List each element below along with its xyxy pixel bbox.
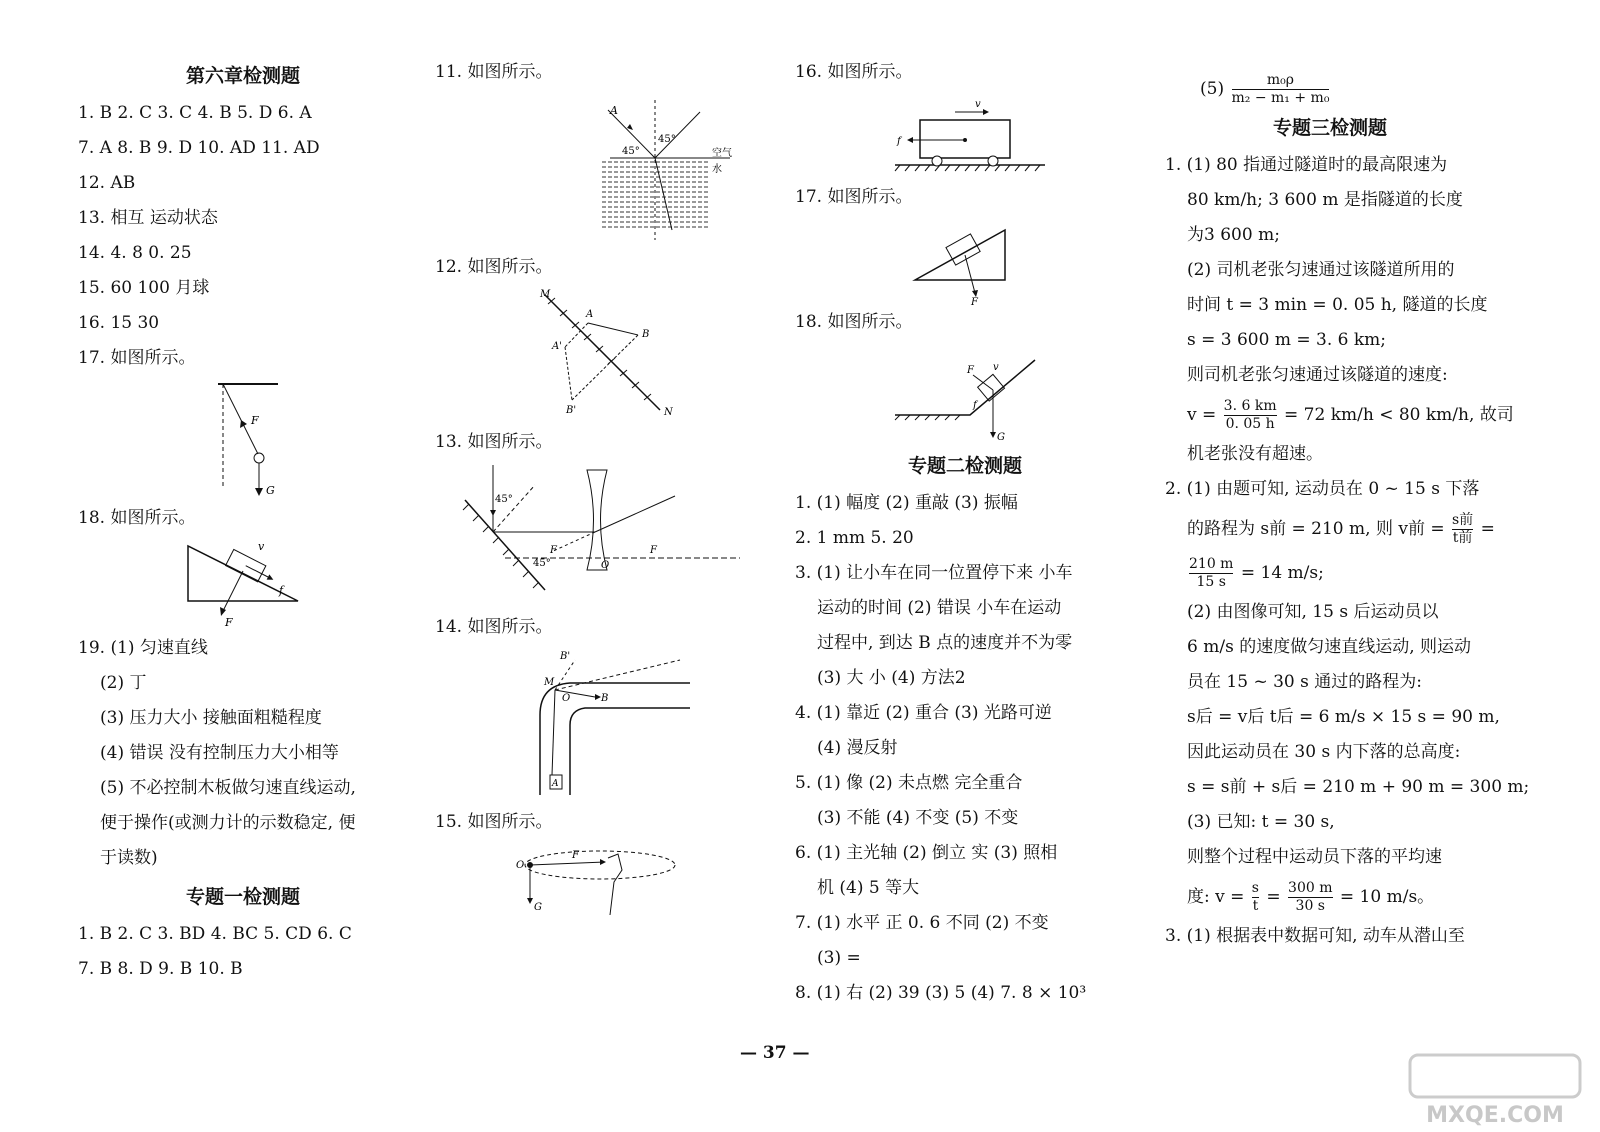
denominator: 0. 05 h [1225,416,1275,432]
watermark-text: MXQE.COM [1426,1103,1564,1128]
answer-line: 3. (1) 根据表中数据可知, 动车从潜山至 [1165,926,1465,946]
answer-line: 1. (1) 幅度 (2) 重敲 (3) 振幅 [795,493,1018,513]
answer-line: 8. (1) 右 (2) 39 (3) 5 (4) 7. 8 × 10³ [795,983,1087,1003]
formula-text: = 10 m/s。 [1339,887,1435,907]
answer-line: 时间 t = 3 min = 0. 05 h, 隧道的长度 [1187,295,1488,315]
fraction [1452,512,1473,547]
answer-line: 员在 15 ~ 30 s 通过的路程为: [1187,672,1422,692]
answer-line: 14. 4. 8 0. 25 [78,243,192,263]
answer-line: (3) 大 小 (4) 方法2 [817,668,966,688]
answer-line: 因此运动员在 30 s 内下落的总高度: [1187,742,1461,762]
answer-line: (2) 丁 [100,673,147,693]
formula-label: (5) [1200,79,1225,99]
denominator: 30 s [1295,898,1325,914]
denominator: t [1252,898,1259,914]
answer-line: 1. (1) 80 指通过隧道时的最高限速为 [1165,155,1448,175]
svg-text:O: O [516,860,525,871]
answer-line: 2. (1) 由题可知, 运动员在 0 ~ 15 s 下落 [1165,479,1480,499]
svg-text:45°: 45° [495,494,513,505]
svg-text:F: F [251,414,259,427]
svg-text:G: G [266,484,275,497]
svg-text:v: v [258,540,265,553]
answer-line: 运动的时间 (2) 错误 小车在运动 [817,598,1062,618]
answer-line: 6. (1) 主光轴 (2) 倒立 实 (3) 照相 [795,843,1058,863]
formula-text: 的路程为 s前 = 210 m, 则 v前 = [1187,519,1445,539]
section-title: 第六章检测题 [185,65,300,87]
numerator: 300 m [1288,880,1333,896]
svg-text:v: v [975,99,981,110]
answer-line: 15. 如图所示。 [435,812,553,832]
svg-text:G: G [534,902,542,913]
section-title: 专题二检测题 [907,455,1022,477]
cart-figure [875,90,1055,180]
section-title: 专题三检测题 [1272,117,1387,139]
answer-line: 19. (1) 匀速直线 [78,638,208,658]
answer-line: 于读数) [100,848,158,868]
answer-line: 1. B 2. C 3. C 4. B 5. D 6. A [78,103,312,123]
svg-text:B': B' [560,651,571,662]
answer-line: 则整个过程中运动员下落的平均速 [1187,847,1442,867]
svg-text:F: F [967,365,974,376]
answer-line: 3. (1) 让小车在同一位置停下来 小车 [795,563,1073,583]
svg-text:A: A [610,104,618,117]
section-title: 专题一检测题 [185,886,300,908]
answer-line: (3) = [817,948,861,968]
answer-line: 6 m/s 的速度做匀速直线运动, 则运动 [1187,637,1472,657]
formula-line [1165,393,1514,437]
circular-motion-figure [500,840,700,920]
answer-line: (3) 不能 (4) 不变 (5) 不变 [817,808,1019,828]
answer-line: (2) 司机老张匀速通过该隧道所用的 [1187,260,1455,280]
answer-line: s = 3 600 m = 3. 6 km; [1187,330,1387,350]
answer-line: (4) 错误 没有控制压力大小相等 [100,743,339,763]
incline-block-figure [163,536,323,631]
svg-text:B: B [601,693,609,704]
answer-line: 17. 如图所示。 [795,187,913,207]
svg-text:F: F [650,545,657,556]
answer-line: 则司机老张匀速通过该隧道的速度: [1187,365,1448,385]
formula-text: = 14 m/s; [1240,563,1324,583]
svg-text:F: F [550,545,557,556]
svg-text:空气: 空气 [712,148,732,159]
answer-line: 7. (1) 水平 正 0. 6 不同 (2) 不变 [795,913,1049,933]
formula-line [1165,507,1495,551]
numerator: 3. 6 km [1223,398,1277,414]
svg-text:水: 水 [712,164,722,175]
answer-line: 便于操作(或测力计的示数稳定, 便 [100,813,356,833]
svg-text:F: F [225,616,233,629]
answer-line: 13. 相互 运动状态 [78,208,218,228]
pendulum-figure [163,376,323,501]
answer-line: 机老张没有超速。 [1187,444,1323,464]
page-number: — 37 — [740,1043,810,1063]
answer-line: 14. 如图所示。 [435,617,553,637]
answer-line: 17. 如图所示。 [78,348,196,368]
answer-line: (3) 已知: t = 30 s, [1187,812,1335,832]
answer-line: 过程中, 到达 B 点的速度并不为零 [817,633,1073,653]
answer-line: 16. 15 30 [78,313,160,333]
answer-line: 5. (1) 像 (2) 未点燃 完全重合 [795,773,1023,793]
formula-text: = [1266,887,1281,907]
answer-line: (3) 压力大小 接触面粗糙程度 [100,708,322,728]
formula-line [1165,551,1495,595]
svg-text:45°: 45° [533,558,551,569]
answer-line: s = s前 + s后 = 210 m + 90 m = 300 m; [1187,777,1530,797]
denominator: t前 [1452,530,1473,546]
answer-line: (4) 漫反射 [817,738,898,758]
slope-block-figure [875,340,1055,445]
answer-line: 7. A 8. B 9. D 10. AD 11. AD [78,138,320,158]
column-1 [78,55,408,987]
svg-text:O: O [601,560,610,571]
watermark-logo [1400,1050,1590,1130]
formula-line [1165,875,1495,919]
formula-text: = 72 km/h < 80 km/h, 故司 [1284,405,1514,425]
svg-text:A': A' [552,341,562,352]
answer-line: (2) 由图像可知, 15 s 后运动员以 [1187,602,1439,622]
fraction [1232,72,1330,107]
lens-mirror-figure [455,460,745,610]
fraction [1189,556,1233,591]
denominator: m₂ − m₁ + m₀ [1231,90,1330,106]
svg-text:A: A [552,779,559,789]
svg-text:M: M [540,289,551,300]
column-4 [1165,72,1530,954]
numerator: 210 m [1189,556,1234,572]
svg-text:B: B [642,329,650,340]
svg-text:f: f [973,400,977,411]
answer-line: 机 (4) 5 等大 [817,878,920,898]
svg-text:G: G [997,432,1005,443]
answer-line: 16. 如图所示。 [795,62,913,82]
answer-line: 12. 如图所示。 [435,257,553,277]
plane-mirror-figure [500,285,700,425]
answer-line: s后 = v后 t后 = 6 m/s × 15 s = 90 m, [1187,707,1500,727]
svg-text:A: A [586,309,594,320]
answer-line: 15. 60 100 月球 [78,278,210,298]
periscope-figure [500,645,700,805]
svg-text:F: F [572,850,579,861]
answer-line: 18. 如图所示。 [795,312,913,332]
fraction [1252,880,1259,915]
answer-line: 1. B 2. C 3. BD 4. BC 5. CD 6. C [78,924,352,944]
answer-line: 18. 如图所示。 [78,508,196,528]
answer-line: 2. 1 mm 5. 20 [795,528,914,548]
svg-text:O: O [562,693,571,704]
refraction-figure [500,90,732,250]
svg-text:45°: 45° [658,134,676,145]
fraction [1288,880,1332,915]
formula-line [1165,72,1495,107]
denominator: 15 s [1196,574,1226,590]
answer-line: (5) 不必控制木板做匀速直线运动, [100,778,356,798]
svg-text:N: N [664,407,673,418]
numerator: s [1251,880,1259,896]
svg-text:F: F [971,297,978,308]
formula-text: 度: v = [1187,887,1245,907]
column-3 [795,55,1135,1011]
answer-line: 80 km/h; 3 600 m 是指隧道的长度 [1187,190,1463,210]
svg-text:M: M [544,677,555,688]
answer-line: 11. 如图所示。 [435,62,553,82]
svg-text:B': B' [566,405,577,416]
numerator: s前 [1452,512,1474,528]
formula-text: = [1480,519,1495,539]
svg-text:f: f [897,136,901,147]
column-2 [435,55,765,920]
svg-text:v: v [993,362,999,373]
answer-line: 12. AB [78,173,136,193]
answer-line: 4. (1) 靠近 (2) 重合 (3) 光路可逆 [795,703,1052,723]
svg-text:45°: 45° [622,146,640,157]
answer-line: 7. B 8. D 9. B 10. B [78,959,243,979]
block-incline-figure [875,215,1055,308]
svg-text:f: f [279,584,284,597]
formula-text: v = [1187,405,1217,425]
answer-line: 为3 600 m; [1187,225,1280,245]
answer-line: 13. 如图所示。 [435,432,553,452]
numerator: m₀ρ [1232,72,1330,90]
fraction [1224,398,1277,433]
